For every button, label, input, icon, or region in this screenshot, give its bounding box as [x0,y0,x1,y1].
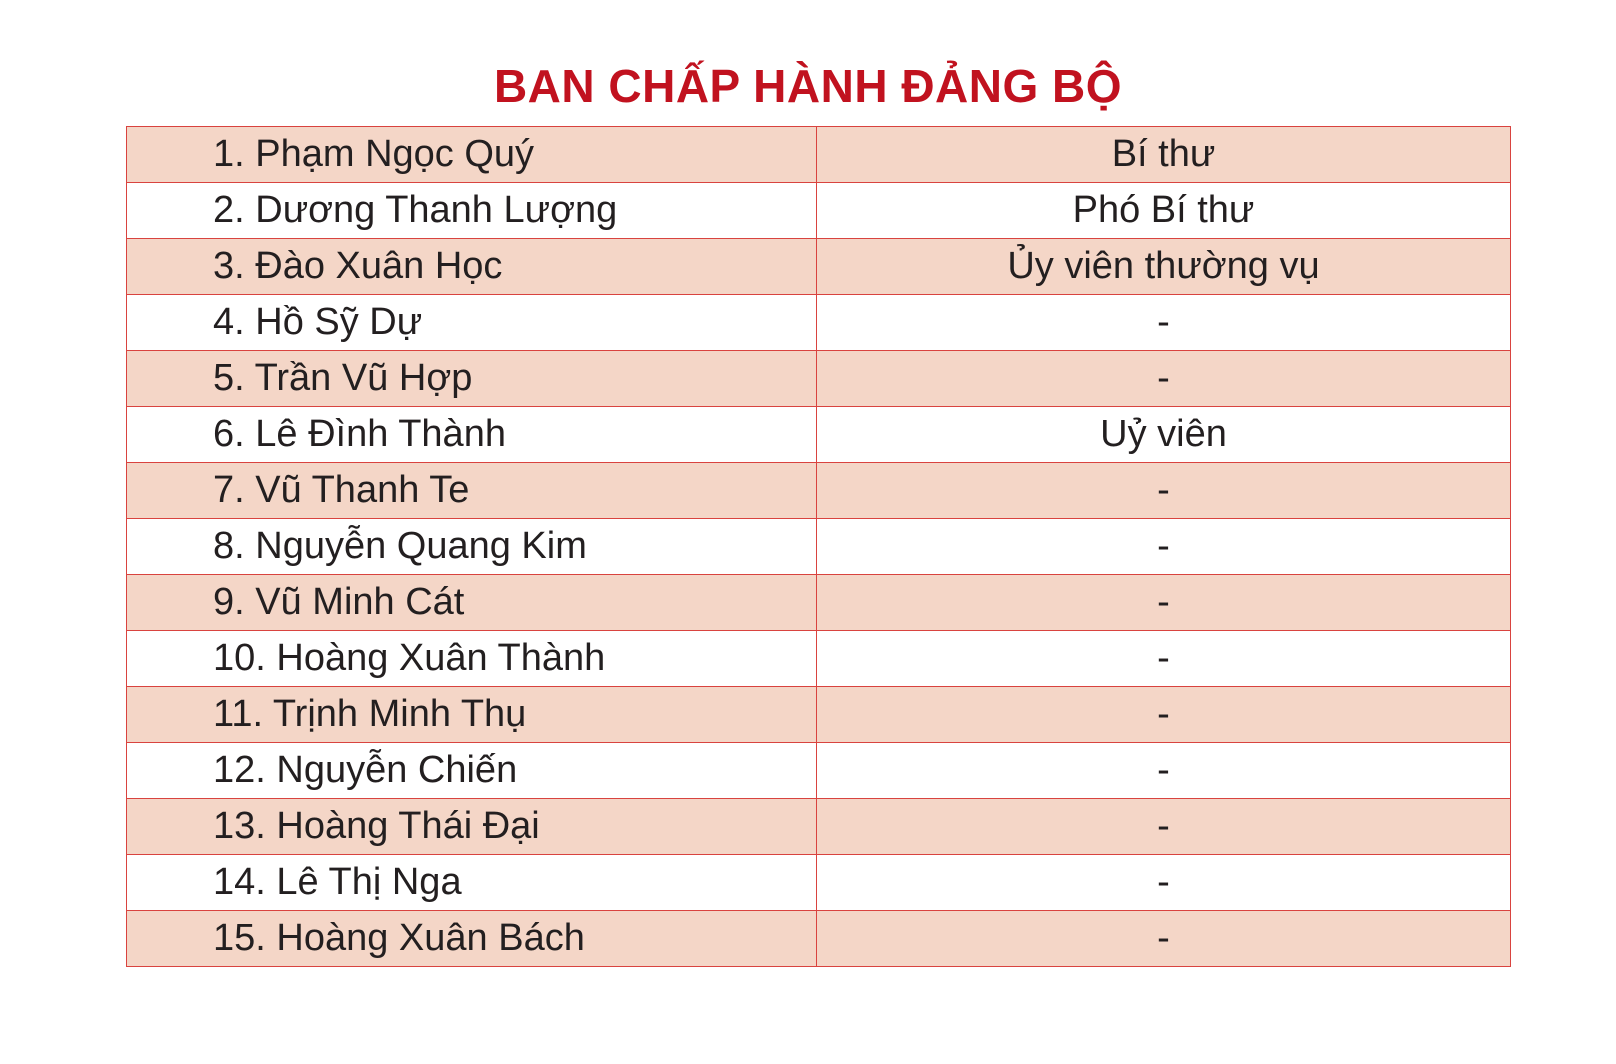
member-name: 8. Nguyễn Quang Kim [127,519,817,575]
member-role: - [817,575,1511,631]
member-name: 9. Vũ Minh Cát [127,575,817,631]
table-row [127,687,1511,743]
member-role: - [817,351,1511,407]
table-row [127,911,1511,967]
member-role: - [817,631,1511,687]
member-role: - [817,295,1511,351]
members-table [126,126,1511,967]
table-row [127,799,1511,855]
table-row [127,295,1511,351]
member-name: 14. Lê Thị Nga [127,855,817,911]
table-row [127,855,1511,911]
member-role: - [817,743,1511,799]
members-table-container [126,126,1510,967]
member-name: 6. Lê Đình Thành [127,407,817,463]
member-name: 2. Dương Thanh Lượng [127,183,817,239]
member-name: 10. Hoàng Xuân Thành [127,631,817,687]
member-name: 7. Vũ Thanh Te [127,463,817,519]
table-row [127,575,1511,631]
member-name: 1. Phạm Ngọc Quý [127,127,817,183]
member-role: - [817,799,1511,855]
member-name: 13. Hoàng Thái Đại [127,799,817,855]
member-role: Phó Bí thư [817,183,1511,239]
table-row [127,407,1511,463]
member-role: Bí thư [817,127,1511,183]
member-name: 11. Trịnh Minh Thụ [127,687,817,743]
member-name: 15. Hoàng Xuân Bách [127,911,817,967]
table-row [127,631,1511,687]
member-name: 12. Nguyễn Chiến [127,743,817,799]
table-row [127,743,1511,799]
table-row [127,463,1511,519]
member-role: - [817,911,1511,967]
page-title: BAN CHẤP HÀNH ĐẢNG BỘ [493,60,1123,112]
table-row [127,351,1511,407]
member-role: - [817,855,1511,911]
table-row [127,519,1511,575]
table-row [127,127,1511,183]
member-role: - [817,687,1511,743]
member-role: Ủy viên thường vụ [817,239,1511,295]
table-row [127,239,1511,295]
member-name: 5. Trần Vũ Hợp [127,351,817,407]
member-role: - [817,519,1511,575]
table-row [127,183,1511,239]
member-name: 3. Đào Xuân Học [127,239,817,295]
member-role: Uỷ viên [817,407,1511,463]
member-name: 4. Hồ Sỹ Dự [127,295,817,351]
member-role: - [817,463,1511,519]
